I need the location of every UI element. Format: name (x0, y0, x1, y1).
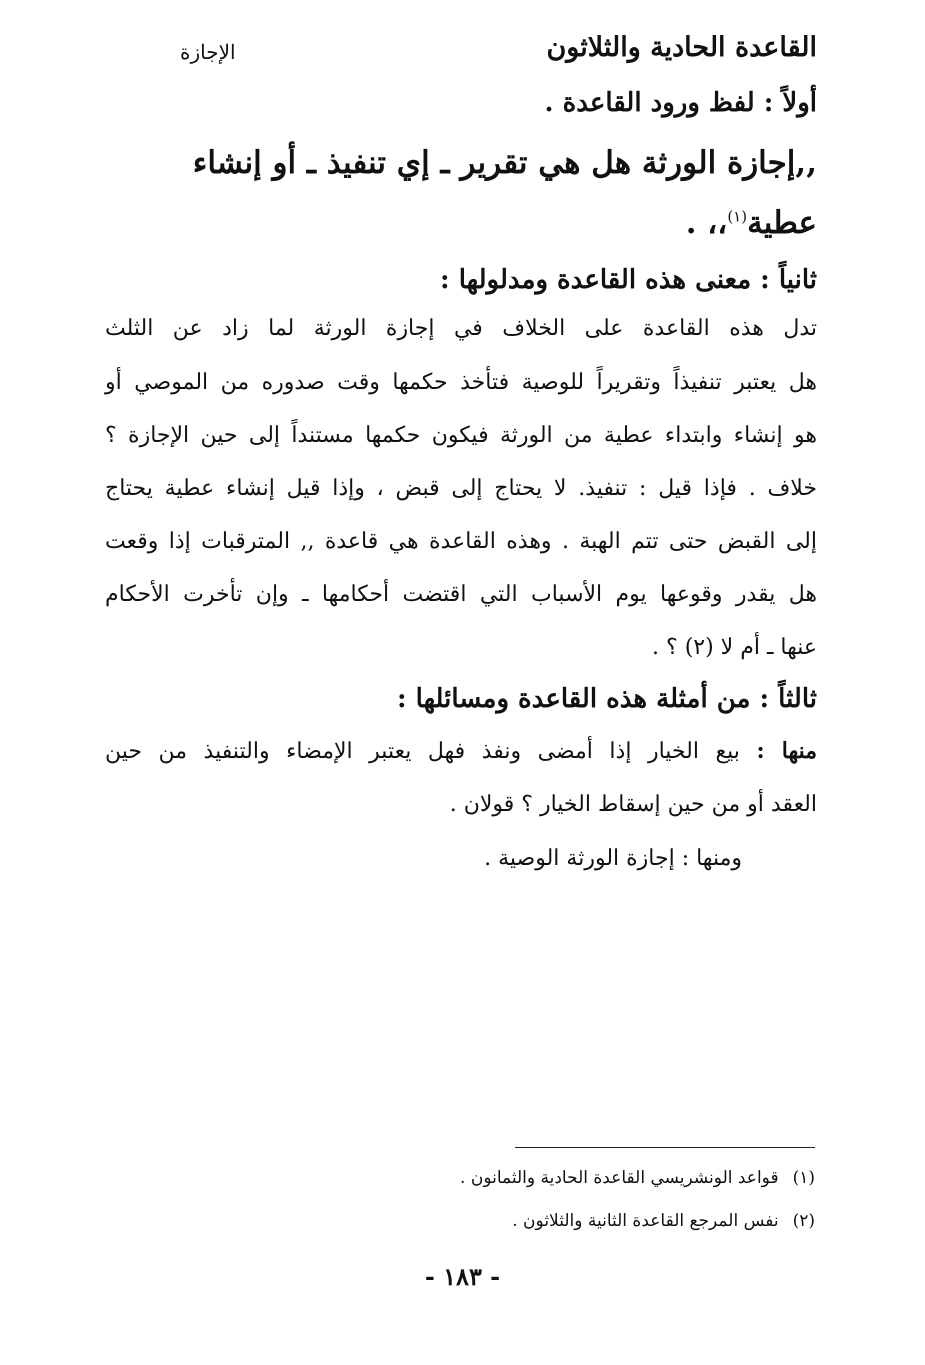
page-number: - ١٨٣ - (424, 1262, 501, 1291)
rule-quote-line-1: ,,إجازة الورثة هل هي تقرير ـ إي تنفيذ ـ أو إنشاء (192, 145, 817, 181)
rule-quote-word: عطية (747, 205, 817, 241)
example-1-text: بيع الخيار إذا أمضى ونفذ فهل يعتبر الإمضاء والتنفيذ من حين (105, 739, 740, 764)
footnote-1 (460, 1168, 815, 1188)
footnote-2 (512, 1211, 815, 1231)
example-2: ومنها : إجازة الورثة الوصية . (484, 846, 742, 871)
footnote-separator (515, 1147, 815, 1148)
meaning-line: عنها ـ أم لا (٢) ؟ . (652, 635, 817, 660)
running-header-rule-title: القاعدة الحادية والثلاثون (546, 32, 817, 63)
section-heading-examples: ثالثاً : من أمثلة هذه القاعدة ومسائلها : (397, 684, 817, 714)
meaning-line: تدل هذه القاعدة على الخلاف في إجازة الورثة لما زاد عن الثلث (105, 316, 817, 341)
footnote-2-number: (٢) (792, 1211, 815, 1231)
footnote-1-text: قواعد الونشريسي القاعدة الحادية والثمانون . (460, 1168, 779, 1188)
meaning-line: خلاف . فإذا قيل : تنفيذ. لا يحتاج إلى قبض ، وإذا قيل إنشاء عطية يحتاج (105, 476, 817, 501)
meaning-line: إلى القبض حتى تتم الهبة . وهذه القاعدة هي قاعدة ,, المترقبات إذا وقعت (105, 529, 817, 554)
meaning-line: هل يقدر وقوعها يوم الأسباب التي اقتضت أحكامها ـ وإن تأخرت الأحكام (105, 582, 817, 607)
meaning-line: هو إنشاء وابتداء عطية من الورثة فيكون حكمها مستنداً إلى حين الإجازة ؟ (105, 423, 817, 448)
section-heading-meaning: ثانياً : معنى هذه القاعدة ومدلولها : (440, 265, 817, 295)
footnote-ref-1: (١) (727, 207, 748, 226)
example-1-line-2: العقد أو من حين إسقاط الخيار ؟ قولان . (449, 792, 817, 817)
example-1-label: منها : (756, 738, 818, 764)
rule-quote-end: ،، . (685, 205, 728, 241)
footnote-1-number: (١) (792, 1168, 815, 1188)
example-1-line-1 (105, 738, 817, 764)
meaning-line: هل يعتبر تنفيذاً وتقريراً للوصية فتأخذ حكمها وقت صدوره من الموصي أو (105, 370, 817, 395)
rule-quote-line-2 (686, 205, 817, 241)
section-heading-wording: أولاً : لفظ ورود القاعدة . (544, 88, 817, 118)
footnote-2-text: نفس المرجع القاعدة الثانية والثلاثون . (512, 1211, 779, 1231)
running-header-topic: الإجازة (180, 40, 236, 64)
